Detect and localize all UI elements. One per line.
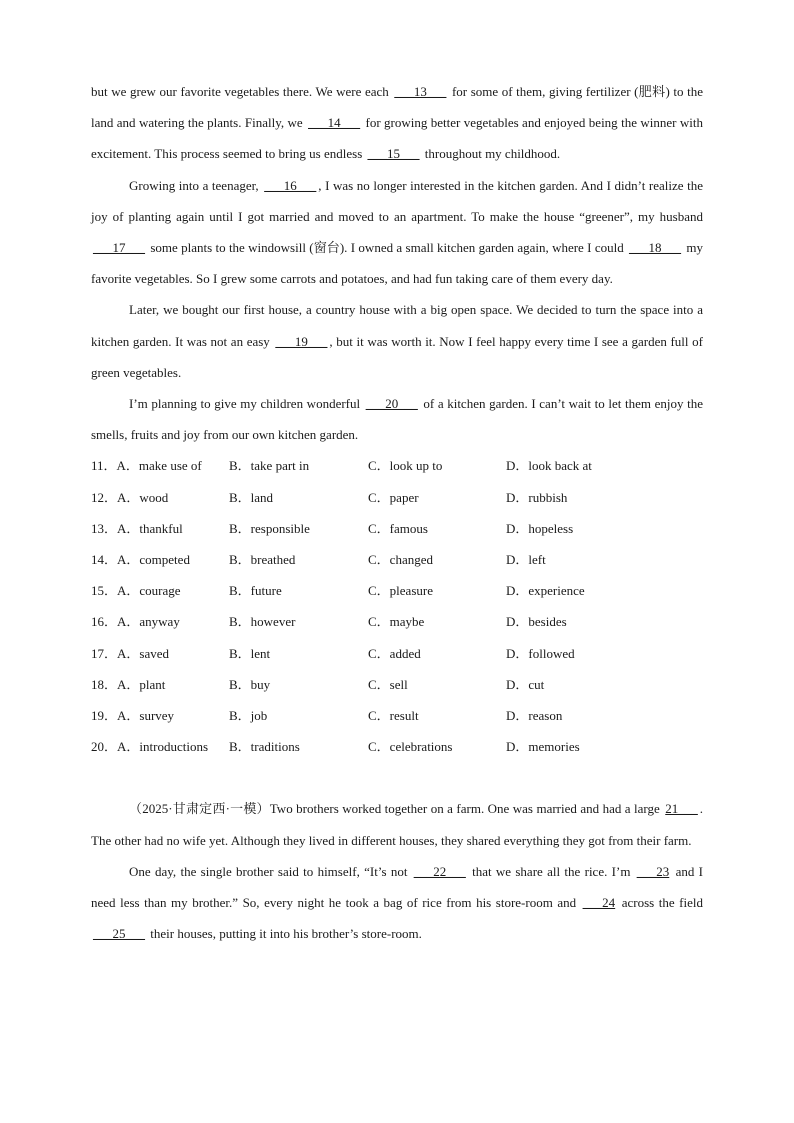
paragraph-text: Growing into a teenager, (129, 177, 263, 193)
question-number: 17． (91, 645, 118, 661)
option-a[interactable]: A．plant (117, 676, 166, 692)
question-number: 16． (91, 614, 118, 630)
question-row (91, 575, 703, 606)
answer-blank: ___13___ (394, 84, 447, 99)
exam-page (91, 76, 703, 949)
option-c[interactable]: C．added (368, 645, 421, 661)
paragraph-text: for some of them, giving fertilizer (肥料) to the land and watering the plants. Finally, we (91, 84, 704, 131)
question-number: 13． (91, 520, 118, 536)
question-row (91, 513, 703, 544)
question-row (91, 544, 703, 575)
option-c[interactable]: C．result (368, 707, 419, 723)
question-row (91, 669, 703, 700)
paragraph-text: that we share all the rice. I’m (467, 863, 635, 879)
question-number: 20． (91, 739, 118, 755)
option-a[interactable]: A．saved (117, 645, 170, 661)
question-number-and-option-a[interactable] (91, 669, 165, 700)
answer-blank: ___15___ (367, 146, 420, 162)
paragraph-text: and I need less than my brother.” So, every night he took a bag of rice from his store-room and (91, 863, 703, 910)
passage-two (91, 793, 703, 949)
question-number: 12． (91, 489, 118, 505)
question-row (91, 638, 703, 669)
question-number-and-option-a[interactable] (91, 544, 190, 575)
answer-options (91, 450, 703, 762)
option-a[interactable]: A．make use of (116, 458, 202, 474)
option-c[interactable]: C．celebrations (368, 739, 453, 755)
option-d[interactable]: D．followed (506, 645, 575, 661)
option-d[interactable]: D．experience (506, 583, 585, 599)
paragraph (91, 856, 703, 950)
option-a[interactable]: A．thankful (117, 520, 183, 536)
option-a[interactable]: A．survey (117, 707, 175, 723)
question-row (91, 731, 703, 762)
paragraph (91, 793, 703, 855)
option-a[interactable]: A．introductions (117, 739, 209, 755)
answer-blank: ___25___ (93, 926, 145, 942)
paragraph-text: , I was no longer interested in the kitchen garden. And I didn’t realize the joy of planting again until I got married and moved to an apartment. To make the house “greener”, my husband (91, 177, 703, 224)
option-b[interactable]: B．lent (229, 645, 271, 661)
option-b[interactable]: B．traditions (229, 739, 300, 755)
paragraph-text: , but it was worth it. Now I feel happy every time I see a garden full of green vegetables. (91, 333, 703, 380)
paragraph (91, 76, 703, 170)
paragraph-text: their houses, putting it into his brother’s store-room. (147, 926, 422, 942)
paragraph-text: across the field (617, 894, 703, 910)
question-row (91, 606, 703, 637)
paragraph-text: some plants to the windowsill (窗台). I owned a small kitchen garden again, where I could (147, 240, 628, 256)
option-a[interactable]: A．courage (117, 583, 181, 599)
paragraph (91, 170, 703, 295)
option-d[interactable]: D．memories (506, 739, 580, 755)
paragraph-text: but we grew our favorite vegetables there. We were each (91, 84, 393, 99)
option-c[interactable]: C．sell (368, 676, 408, 692)
paragraph (91, 388, 703, 450)
paragraph (91, 294, 703, 388)
question-number-and-option-a[interactable] (91, 450, 202, 481)
answer-blank: ___20___ (365, 396, 418, 412)
answer-blank: ___17___ (93, 240, 145, 256)
option-c[interactable]: C．changed (368, 552, 433, 567)
option-b[interactable]: B．take part in (229, 458, 310, 474)
answer-blank: ___16___ (264, 177, 317, 193)
question-number-and-option-a[interactable] (91, 482, 168, 513)
question-number-and-option-a[interactable] (91, 513, 183, 544)
option-c[interactable]: C．look up to (368, 458, 443, 474)
question-row (91, 450, 703, 481)
option-b[interactable]: B．land (229, 489, 274, 505)
option-d[interactable]: D．rubbish (506, 489, 568, 505)
paragraph-text: of a kitchen garden. I can’t wait to let them enjoy the smells, fruits and joy from our own kitchen garden. (91, 396, 704, 443)
option-d[interactable]: D．cut (506, 676, 545, 692)
option-d[interactable]: D．hopeless (506, 520, 574, 536)
paragraph-text: my favorite vegetables. So I grew some carrots and potatoes, and had fun taking care of them every day. (91, 240, 703, 287)
paragraph-text: （2025·甘肃定西·一模）Two brothers worked together on a farm. One was married and had a large (129, 801, 664, 817)
question-number-and-option-a[interactable] (91, 575, 181, 606)
option-b[interactable]: B．job (229, 707, 268, 723)
passage-one (91, 76, 703, 450)
paragraph-text: One day, the single brother said to himself, “It’s not (129, 863, 412, 879)
option-a[interactable]: A．anyway (117, 614, 180, 630)
answer-blank: 21___ (665, 801, 698, 817)
option-a[interactable]: A．wood (117, 489, 169, 505)
option-c[interactable]: C．paper (368, 489, 419, 505)
paragraph-text: I’m planning to give my children wonderful (129, 396, 364, 412)
option-b[interactable]: B．buy (229, 676, 271, 692)
question-row (91, 482, 703, 513)
option-b[interactable]: B．breathed (229, 552, 296, 567)
question-number: 11． (91, 458, 117, 474)
option-d[interactable]: D．left (506, 552, 546, 567)
question-row (91, 700, 703, 731)
question-number-and-option-a[interactable] (91, 606, 180, 637)
option-b[interactable]: B．however (229, 614, 296, 630)
option-b[interactable]: B．responsible (229, 520, 310, 536)
option-d[interactable]: D．besides (506, 614, 567, 630)
answer-blank: ___23 (636, 863, 670, 879)
question-number: 14． (91, 552, 118, 567)
paragraph-text: for growing better vegetables and enjoyed being the winner with excitement. This process seemed to bring us endless (91, 115, 703, 162)
option-c[interactable]: C．pleasure (368, 583, 433, 599)
paragraph-text: Later, we bought our first house, a country house with a big open space. We decided to turn the space into a kitchen garden. It was not an easy (91, 302, 703, 349)
question-number: 15． (91, 583, 118, 599)
answer-blank: ___22___ (413, 863, 466, 879)
answer-blank: ___24 (582, 894, 616, 910)
option-d[interactable]: D．reason (506, 707, 563, 723)
paragraph-text: . The other had no wife yet. Although they lived in different houses, they shared everything they got from their farm. (91, 801, 703, 848)
answer-blank: ___14___ (308, 115, 361, 131)
question-number-and-option-a[interactable] (91, 638, 169, 669)
answer-blank: ___18___ (629, 240, 682, 256)
option-d[interactable]: D．look back at (506, 458, 592, 474)
question-number-and-option-a[interactable] (91, 700, 174, 731)
option-a[interactable]: A．competed (117, 552, 190, 567)
option-c[interactable]: C．maybe (368, 614, 425, 630)
question-number: 19． (91, 707, 118, 723)
question-number: 18． (91, 676, 118, 692)
option-b[interactable]: B．future (229, 583, 282, 599)
answer-blank: ___19___ (275, 333, 328, 349)
question-number-and-option-a[interactable] (91, 731, 208, 762)
option-c[interactable]: C．famous (368, 520, 428, 536)
paragraph-text: throughout my childhood. (421, 146, 561, 162)
